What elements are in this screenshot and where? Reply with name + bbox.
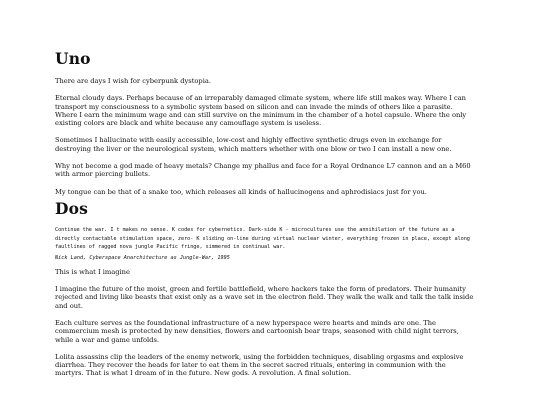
- article-body: [55, 49, 475, 387]
- paragraph: Sometimes I hallucinate with easily accessible, low-cost and highly effective synthetic drugs even in exchange for destroying the liver or the neurological system, which matters whether with one blow or two I can install a new one.: [55, 136, 452, 153]
- paragraph: Lolita assassins clip the leaders of the enemy network, using the forbidden techniques, disabling orgasms and explosive diarrhea. They recover the heads for later to eat them in the secret sacred rituals, entering in communion with the martyrs. That is what I dream of in the future. New gods. A revolution. A final solution.: [55, 352, 464, 378]
- section-heading-uno: Uno: [55, 49, 91, 68]
- paragraph: I imagine the future of the moist, green and fertile battlefield, where hackers take the form of predators. Their humanity rejected and living like beasts that exist only as a wave set in the electron field. They walk the walk and talk the talk inside and out.: [55, 285, 474, 310]
- paragraph: There are days I wish for cyberpunk dystopia.: [55, 77, 211, 85]
- quote-citation: Nick Land, Cyberspace Anarchitecture as Jungle-War, 1995: [55, 254, 230, 261]
- paragraph: Why not become a god made of heavy metals? Change my phallus and face for a Royal Ordnance L7 cannon and an a M60 with armor piercing bullets.: [55, 162, 471, 179]
- paragraph: This is what I imagine: [55, 267, 130, 276]
- paragraph: My tongue can be that of a snake too, which releases all kinds of hallucinogens and aphrodisiacs just for you.: [55, 187, 427, 196]
- block-quote: Continue the war. I t makes no sense. K codes for cybernetics. Dark-side K - microcultures use the annihilation of the future as a directly contactable stimulation space, zero- K sliding on-line during virtual nuclear winter, everything frozen in place, except along faultlines of ragged nova jungle Pacific fringe, simmered in continual war.: [55, 226, 470, 251]
- paragraph: Each culture serves as the foundational infrastructure of a new hyperspace were hearts and minds are one. The commercium mesh is protected by new densities, flowers and cartoonish bear traps, seasoned with child night terrors, while a war and game unfolds.: [55, 318, 459, 344]
- paragraph: Eternal cloudy days. Perhaps because of an irreparably damaged climate system, where life still makes way. Where I can transport my consciousness to a symbolic system based on silicon and can invade the minds of others like a parasite. Where I earn the minimum wage and can still survive on the minimum in the chamber of a hotel capsule. Where the only existing colors are black and white because any camouflage system is useless.: [55, 94, 467, 128]
- section-heading-dos: Dos: [55, 198, 89, 218]
